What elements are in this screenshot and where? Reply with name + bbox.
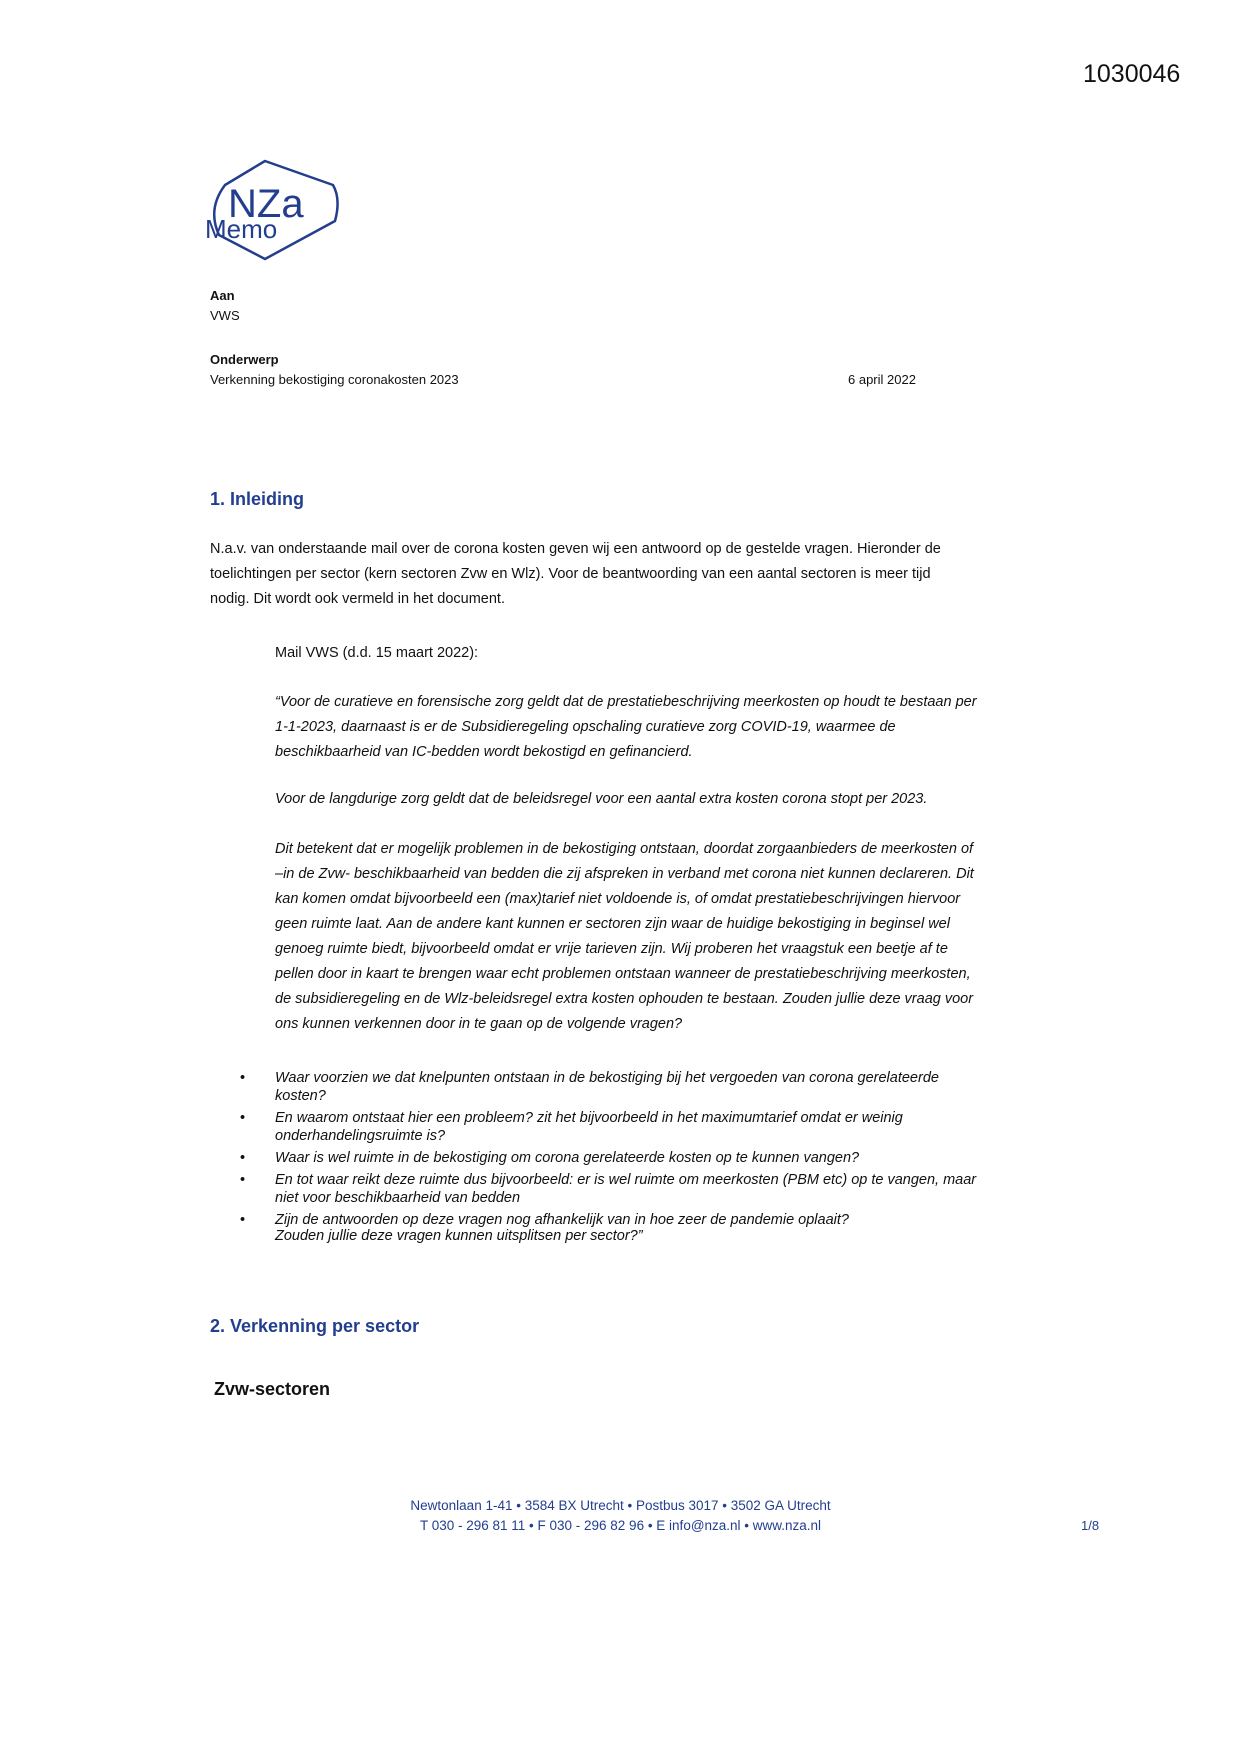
list-item-line: Zijn de antwoorden op deze vragen nog afhankelijk van in hoe zeer de pandemie oplaait?: [275, 1212, 849, 1228]
list-item-line: En tot waar reikt deze ruimte dus bijvoorbeeld: er is wel ruimte om meerkosten (PBM etc) op te vangen, maar: [275, 1172, 977, 1188]
quote-line: de subsidieregeling en de Wlz-beleidsregel extra kosten ophouden te bestaan. Zouden jullie deze vraag voor: [275, 991, 974, 1007]
list-item-line: Waar is wel ruimte in de bekostiging om corona gerelateerde kosten op te kunnen vangen?: [275, 1150, 860, 1166]
quote-paragraph-3: [275, 837, 1065, 1037]
quote-line: kan komen omdat bijvoorbeeld een (max)tarief niet voldoende is, of omdat prestatiebeschrijvingen hiervoor: [275, 891, 961, 907]
list-item-line: niet voor beschikbaarheid van bedden: [275, 1190, 521, 1206]
list-item-line: En waarom ontstaat hier een probleem? zit het bijvoorbeeld in het maximumtarief omdat er weinig: [275, 1110, 903, 1126]
zvw-sectoren-heading: Zvw-sectoren: [214, 1379, 331, 1399]
quote-line: ons kunnen verkennen door in te gaan op de volgende vragen?: [275, 1016, 683, 1032]
list-item: • Zijn de antwoorden op deze vragen nog afhankelijk van in hoe zeer de pandemie oplaait?: [240, 1212, 849, 1228]
quote-line: Dit betekent dat er mogelijk problemen in de bekostiging ontstaan, doordat zorgaanbieders de meerkosten of: [275, 841, 974, 857]
list-item-line: Waar voorzien we dat knelpunten ontstaan in de bekostiging bij het vergoeden van corona gerelateerde: [275, 1070, 939, 1086]
section-1-heading: 1. Inleiding: [210, 489, 305, 509]
intro-paragraph: [210, 537, 1030, 612]
list-item-line: onderhandelingsruimte is?: [275, 1128, 446, 1144]
intro-line: toelichtingen per sector (kern sectoren Zvw en Wlz). Voor de beantwoording van een aantal sectoren is meer tijd: [210, 566, 931, 582]
aan-label: Aan: [210, 288, 235, 303]
list-item: • En tot waar reikt deze ruimte dus bijvoorbeeld: er is wel ruimte om meerkosten (PBM etc) op te vangen, maar niet voor beschikbaarheid van bedden: [240, 1172, 977, 1206]
quote-paragraph-2: Voor de langdurige zorg geldt dat de beleidsregel voor een aantal extra kosten corona stopt per 2023.: [275, 791, 928, 807]
aan-value: VWS: [210, 308, 240, 323]
quote-line: “Voor de curatieve en forensische zorg geldt dat de prestatiebeschrijving meerkosten op houdt te bestaan per: [275, 694, 977, 710]
quote-paragraph-1: [275, 690, 1065, 765]
quote-line: genoeg ruimte biedt, bijvoorbeeld omdat er vrije tarieven zijn. Wij proberen het vraagstuk een beetje af te: [275, 941, 948, 957]
onderwerp-label: Onderwerp: [210, 352, 279, 367]
logo-sub-text: Memo: [205, 214, 278, 244]
logo-brand-text: NZa: [228, 182, 304, 226]
intro-line: nodig. Dit wordt ook vermeld in het document.: [210, 591, 505, 607]
footer-contact: T 030 - 296 81 11 • F 030 - 296 82 96 • E info@nza.nl • www.nza.nl: [419, 1518, 822, 1533]
page-number: 1/8: [1081, 1518, 1100, 1533]
nza-memo-logo: [205, 155, 347, 269]
footer-address: Newtonlaan 1-41 • 3584 BX Utrecht • Postbus 3017 • 3502 GA Utrecht: [410, 1498, 831, 1513]
onderwerp-value: Verkenning bekostiging coronakosten 2023: [210, 372, 459, 387]
quote-line: beschikbaarheid van IC-bedden wordt bekostigd en gefinancierd.: [275, 744, 693, 760]
list-item-line: kosten?: [275, 1088, 326, 1104]
question-list: [240, 1069, 1070, 1233]
intro-line: N.a.v. van onderstaande mail over de corona kosten geven wij een antwoord op de gestelde vragen. Hieronder de: [210, 541, 941, 557]
mail-intro: Mail VWS (d.d. 15 maart 2022):: [275, 645, 479, 661]
quote-line: geen ruimte laat. Aan de andere kant kunnen er sectoren zijn waar de huidige bekostiging in beginsel wel: [275, 916, 950, 932]
list-item: • Waar is wel ruimte in de bekostiging om corona gerelateerde kosten op te kunnen vangen?: [240, 1150, 860, 1166]
section-2-heading: 2. Verkenning per sector: [210, 1316, 420, 1336]
quote-line: –in de Zvw- beschikbaarheid van bedden die zij afspreken in verband met corona niet kunnen declareren. Dit: [275, 866, 974, 882]
list-item: • En waarom ontstaat hier een probleem? zit het bijvoorbeeld in het maximumtarief omdat er weinig onderhandelingsruimte is?: [240, 1110, 903, 1144]
quote-line: pellen door in kaart te brengen waar echt problemen ontstaan wanneer de prestatiebeschrijving meerkosten,: [275, 966, 971, 982]
closing-question: Zouden jullie deze vragen kunnen uitsplitsen per sector?”: [275, 1228, 643, 1244]
memo-date: 6 april 2022: [848, 372, 916, 387]
document-number: 1030046: [1083, 60, 1181, 88]
quote-line: 1-1-2023, daarnaast is er de Subsidieregeling opschaling curatieve zorg COVID-19, waarmee de: [275, 719, 896, 735]
list-item: • Waar voorzien we dat knelpunten ontstaan in de bekostiging bij het vergoeden van corona gerelateerde kosten?: [240, 1070, 939, 1104]
